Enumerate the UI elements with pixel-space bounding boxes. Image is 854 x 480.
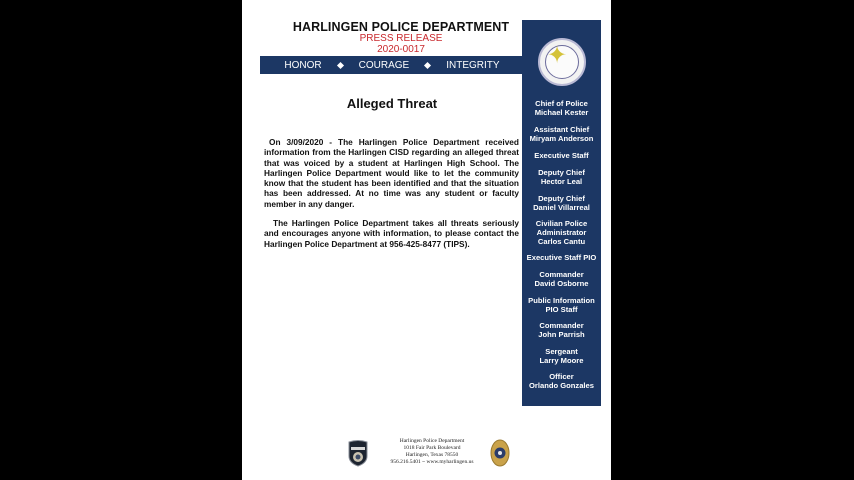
diamond-icon [424,61,431,68]
footer-line-3: Harlingen, Texas 78550 [405,452,459,458]
staff-chief-of-police [522,99,601,117]
release-number: 2020-0017 [377,44,425,55]
footer-line-4: 956.216.5401 ~ www.myharlingen.us [390,459,474,465]
staff-public-information [522,296,601,314]
staff-commander-parrish [522,321,601,339]
staff-role: Commander [539,321,584,330]
diamond-icon [337,61,344,68]
value-integrity: INTEGRITY [446,59,500,71]
staff-civilian-administrator [522,219,601,246]
staff-role: Executive Staff PIO [526,253,597,262]
staff-role: Deputy Chief [538,194,585,203]
staff-executive-staff-pio [522,253,601,262]
value-courage: COURAGE [358,59,410,71]
staff-officer-gonzales [522,372,601,390]
staff-deputy-chief-leal [522,168,601,186]
staff-name: Carlos Cantu [537,237,586,246]
staff-role: Officer [549,372,574,381]
staff-assistant-chief [522,125,601,143]
staff-role: Sergeant [545,347,578,356]
release-paragraph-2: The Harlingen Police Department takes all threats seriously and encourages anyone with information, to please contact the Harlingen Police Department at 956-425-8477 (TIPS). [264,218,519,249]
staff-name: David Osborne [534,279,589,288]
staff-role: Executive Staff [534,151,589,160]
staff-name: John Parrish [538,330,585,339]
staff-role: Chief of Police [535,99,588,108]
staff-role: Deputy Chief [538,168,585,177]
footer-line-2: 1018 Fair Park Boulevard [403,445,461,451]
release-paragraph-1: On 3/09/2020 - The Harlingen Police Department received information from the Harlingen CISD regarding an alleged threat that was voiced by a student at Harlingen High School. The Harlingen Police Department would like to let the community know that the student has been identified and that the situation has been addressed. At no time was any student or faculty member in any danger. [264,137,519,209]
values-banner [260,56,524,74]
staff-role: Public Information [528,296,595,305]
release-title: Alleged Threat [346,96,438,111]
staff-name: PIO Staff [545,305,578,314]
staff-commander-osborne [522,270,601,288]
staff-sidebar [522,20,601,406]
staff-sergeant-moore [522,347,601,365]
staff-name: Orlando Gonzales [529,381,594,390]
staff-name: Daniel Villarreal [533,203,590,212]
department-title: HARLINGEN POLICE DEPARTMENT [292,20,510,34]
police-badge-icon [490,438,510,468]
press-release-label: PRESS RELEASE [359,33,443,44]
staff-executive-staff [522,151,601,160]
police-patch-icon [347,439,369,467]
star-icon: ✦ [547,42,568,69]
staff-name: Miryam Anderson [529,134,594,143]
staff-role: Commander [539,270,584,279]
staff-role: Assistant Chief [533,125,590,134]
footer-address [372,438,492,466]
staff-role: Civilian Police [535,219,588,228]
association-seal-icon [538,38,586,86]
staff-name: Larry Moore [539,356,584,365]
value-honor: HONOR [284,59,322,71]
staff-deputy-chief-villarreal [522,194,601,212]
staff-name: Michael Kester [534,108,589,117]
footer-line-1: Harlingen Police Department [399,438,465,444]
press-release-page [242,0,611,480]
staff-role-2: Administrator [536,228,587,237]
staff-name: Hector Leal [540,177,583,186]
